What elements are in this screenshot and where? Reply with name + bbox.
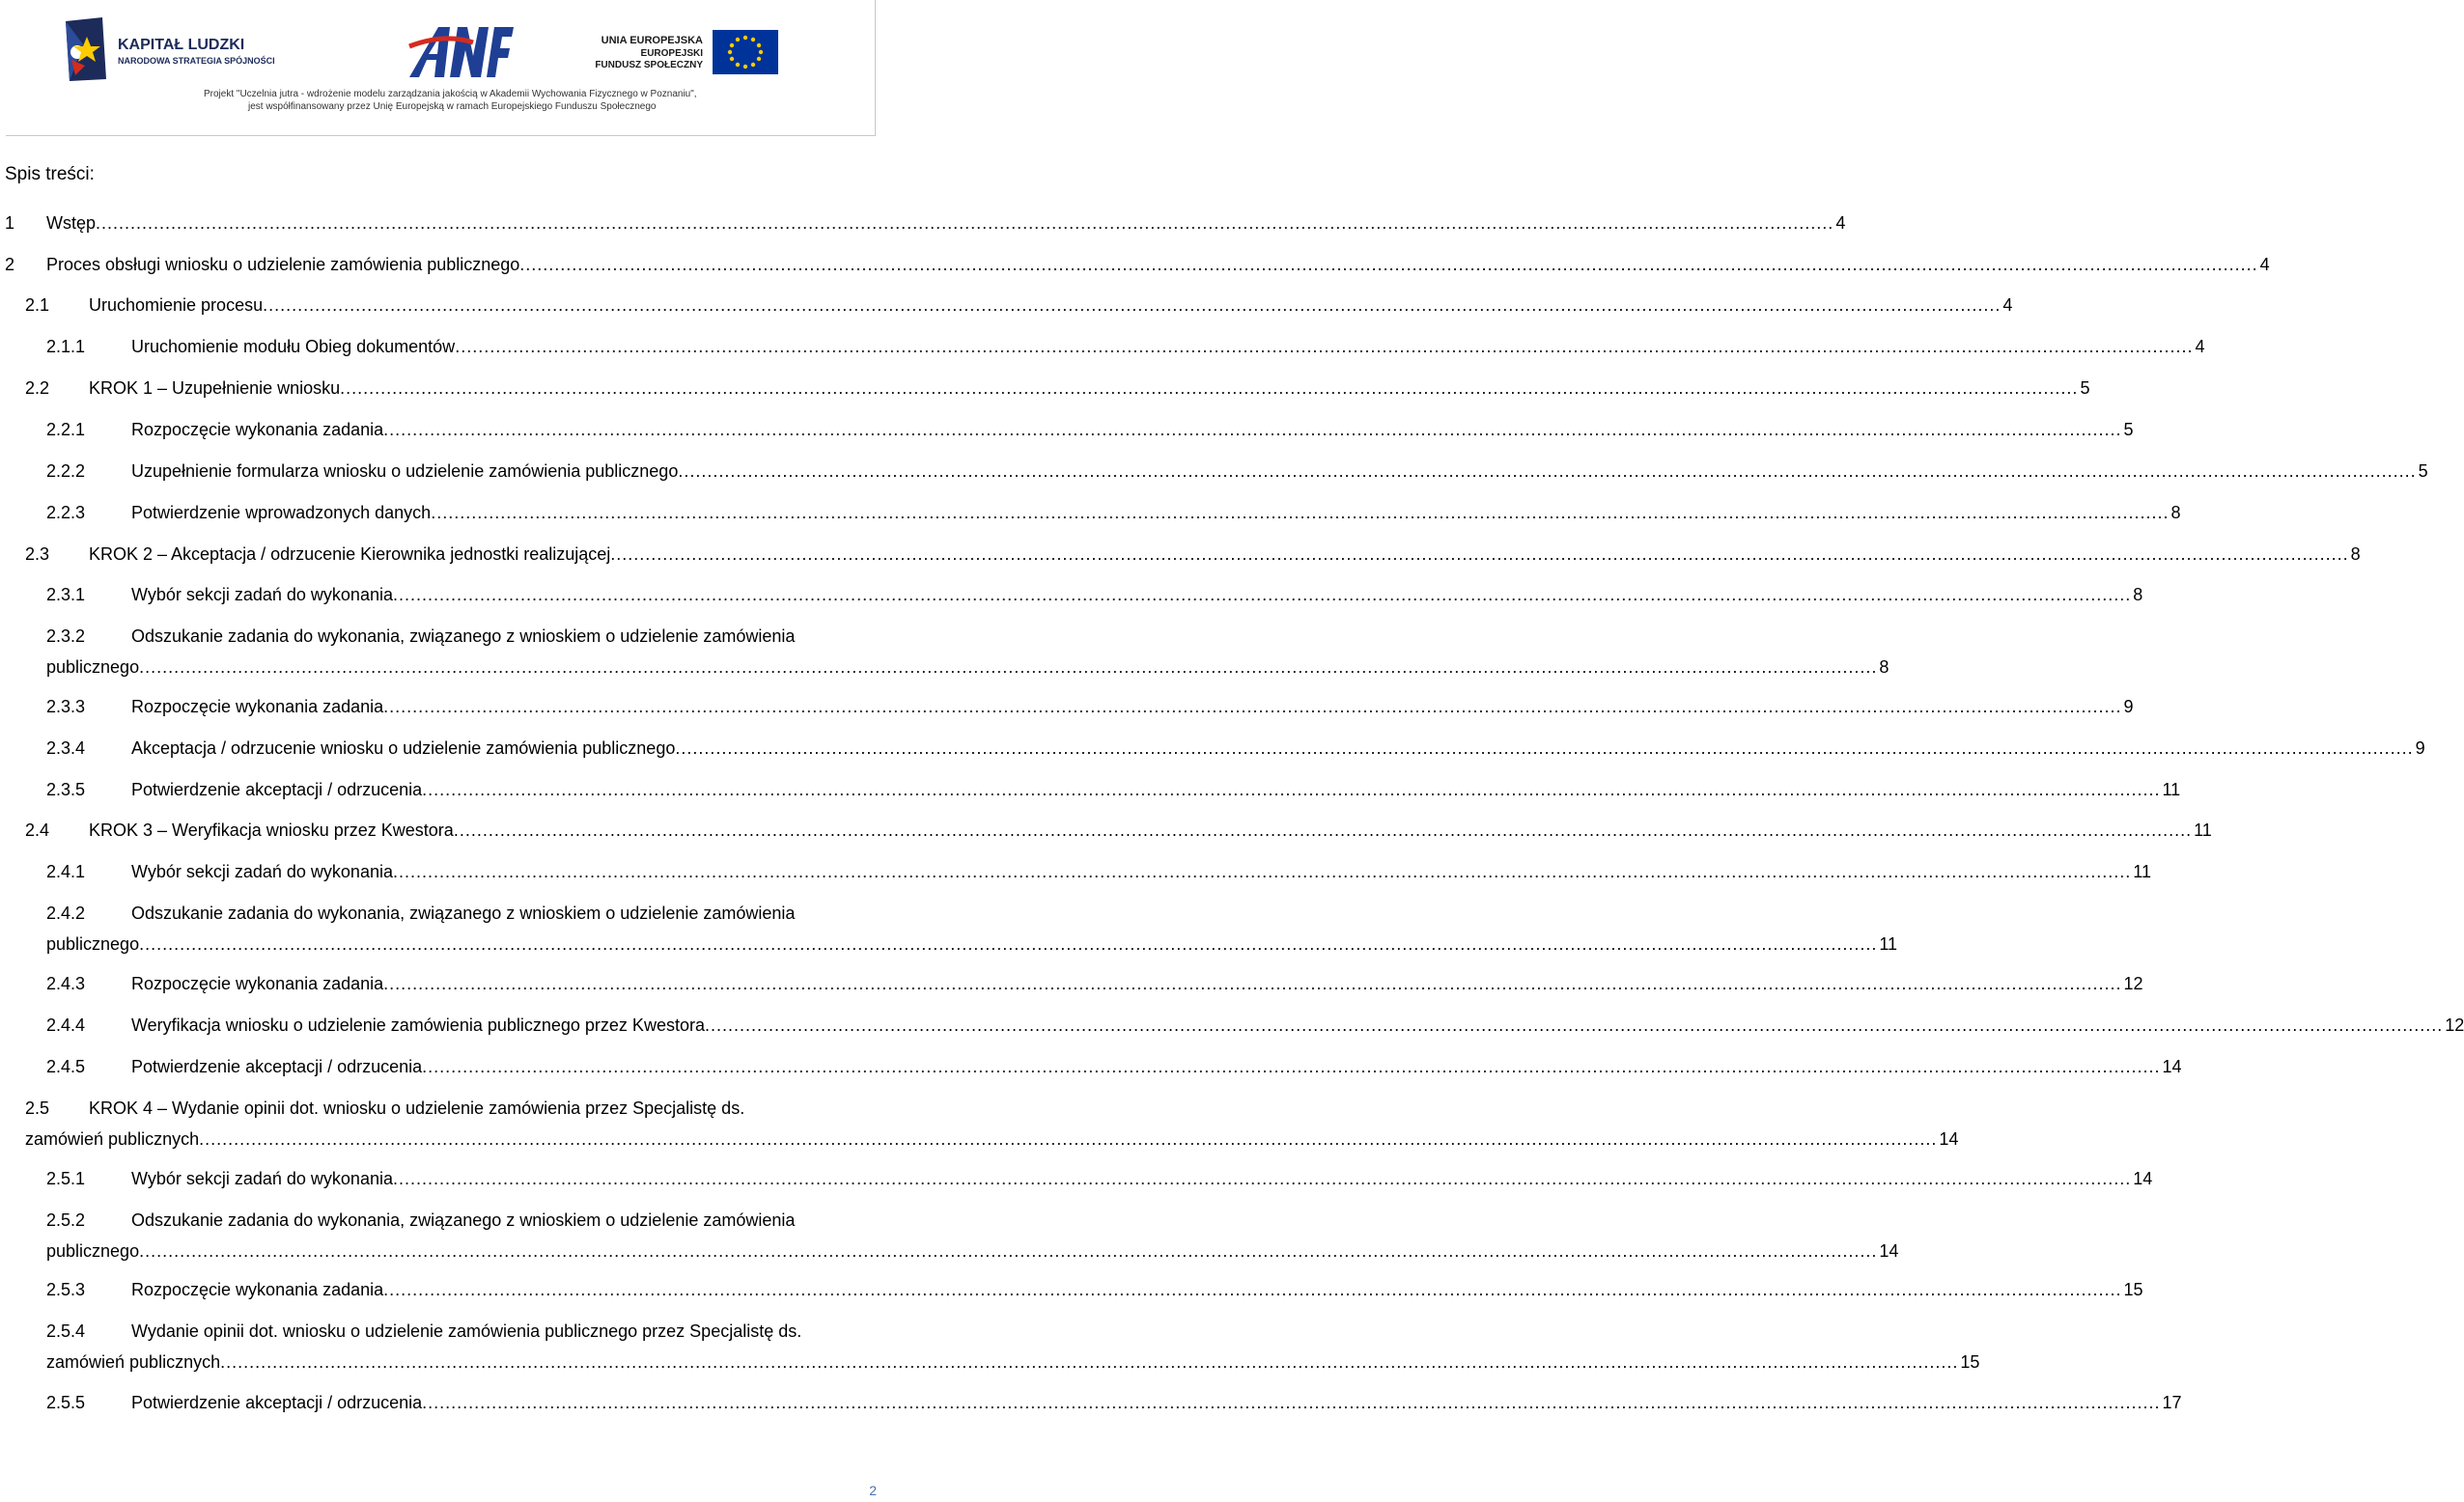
toc-entry-page: 4 [1835,213,1846,233]
toc-entry-text: Potwierdzenie akceptacji / odrzucenia [131,780,423,799]
toc-entry-page: 4 [2259,255,2270,274]
toc-entry-text: Potwierdzenie akceptacji / odrzucenia [131,1393,423,1412]
toc-entry-page: 9 [2415,738,2425,758]
toc-entry-page: 12 [2123,974,2143,993]
toc-leader-dots: ............................................................................................................................................................................................................................................................................................................ [422,780,2161,799]
toc-entry-page: 5 [2123,420,2134,439]
kapital-ludzki-logo [64,17,353,85]
toc-entry-text: Potwierdzenie akceptacji / odrzucenia [131,1057,423,1076]
toc-entry-page: 14 [2162,1057,2182,1076]
toc-leader-dots: ............................................................................................................................................................................................................................................................................................................ [678,461,2417,481]
toc-entry-text: Odszukanie zadania do wykonania, związanego z wnioskiem o udzielenie zamówienia [131,626,796,646]
toc-entry-number: 2.5.3 [46,1280,86,1299]
toc-entry-number: 2.4.1 [46,862,86,881]
eu-flag-icon [713,30,778,74]
toc-entry-number: 2.5.2 [46,1210,86,1230]
toc-entry-number: 2.3 [25,544,50,564]
toc-entry-text: Uzupełnienie formularza wniosku o udzielenie zamówienia publicznego [131,461,679,481]
page-header [6,0,876,136]
toc-leader-dots: ............................................................................................................................................................................................................................................................................................................ [675,738,2414,758]
toc-entry-text-continued: publicznego [46,1241,140,1261]
toc-entry-number: 1 [5,213,15,233]
toc-leader-dots: ............................................................................................................................................................................................................................................................................................................ [340,378,2079,398]
toc-entry-page: 5 [2418,461,2428,481]
awf-logo-icon [406,23,514,81]
toc-leader-dots: ............................................................................................................................................................................................................................................................................................................ [139,934,1878,954]
toc-entry-page: 14 [1879,1241,1899,1261]
toc-entry-text: KROK 3 – Weryfikacja wniosku przez Kwestora [89,821,454,840]
toc-entry-number: 2.5.1 [46,1169,86,1188]
toc-entry-text: Wybór sekcji zadań do wykonania [131,585,393,604]
kapital-ludzki-emblem-icon [64,17,108,83]
toc-leader-dots: ............................................................................................................................................................................................................................................................................................................ [139,1241,1878,1261]
toc-leader-dots: ............................................................................................................................................................................................................................................................................................................ [455,337,2194,356]
toc-entry-page: 15 [1960,1352,1980,1372]
toc-entry-text: Uruchomienie procesu [89,295,264,315]
page-number: 2 [869,1483,877,1498]
toc-entry-page: 4 [2002,295,2013,315]
toc-leader-dots: ............................................................................................................................................................................................................................................................................................................ [220,1352,1959,1372]
toc-leader-dots: ............................................................................................................................................................................................................................................................................................................ [453,821,2193,840]
toc-entry-page: 11 [2133,862,2151,881]
toc-entry-text: Wybór sekcji zadań do wykonania [131,1169,393,1188]
toc-entry-number: 2.4.2 [46,904,86,923]
toc-entry-text: KROK 1 – Uzupełnienie wniosku [89,378,341,398]
toc-leader-dots: ............................................................................................................................................................................................................................................................................................................ [610,544,2349,564]
toc-entry-page: 8 [2170,503,2181,522]
toc-entry-number: 2.3.2 [46,626,86,646]
toc-entry-text: Wstęp [46,213,97,233]
toc-leader-dots: ............................................................................................................................................................................................................................................................................................................ [431,503,2170,522]
toc-leader-dots: ............................................................................................................................................................................................................................................................................................................ [704,1015,2444,1035]
toc-entry-number: 2.4.5 [46,1057,86,1076]
toc-entry-text: Odszukanie zadania do wykonania, związanego z wnioskiem o udzielenie zamówienia [131,904,796,923]
kapital-ludzki-title: KAPITAŁ LUDZKI [118,37,245,53]
toc-entry-text-continued: zamówień publicznych [46,1352,221,1372]
toc-entry-number: 2.5.4 [46,1321,86,1341]
toc-entry-text: Uruchomienie modułu Obieg dokumentów [131,337,456,356]
toc-leader-dots: ............................................................................................................................................................................................................................................................................................................ [392,862,2132,881]
toc-entry-text: KROK 2 – Akceptacja / odrzucenie Kierownika jednostki realizującej [89,544,611,564]
toc-entry-text: Wydanie opinii dot. wniosku o udzielenie zamówienia publicznego przez Specjalistę ds. [131,1321,802,1341]
toc-leader-dots: ............................................................................................................................................................................................................................................................................................................ [392,1169,2132,1188]
toc-leader-dots: ............................................................................................................................................................................................................................................................................................................ [383,1280,2122,1299]
toc-entry-text: Proces obsługi wniosku o udzielenie zamówienia publicznego [46,255,520,274]
toc-entry-number: 2.4.3 [46,974,86,993]
toc-entry-page: 11 [2194,821,2212,840]
toc-leader-dots: ............................................................................................................................................................................................................................................................................................................ [422,1057,2161,1076]
kapital-ludzki-subtitle: NARODOWA STRATEGIA SPÓJNOŚCI [118,56,275,66]
toc-entry-text: Weryfikacja wniosku o udzielenie zamówienia publicznego przez Kwestora [131,1015,705,1035]
toc-entry-number: 2.3.5 [46,780,86,799]
toc-entry-number: 2.2.3 [46,503,86,522]
toc-entry-text: Rozpoczęcie wykonania zadania [131,697,384,716]
project-info-line-1: Projekt "Uczelnia jutra - wdrożenie modelu zarządzania jakością w Akademii Wychowania Fizycznego w Poznaniu", [204,89,697,99]
project-info-line-2: jest współfinansowany przez Unię Europejską w ramach Europejskiego Funduszu Społecznego [248,101,657,112]
toc-entry-text: Rozpoczęcie wykonania zadania [131,974,384,993]
toc-leader-dots: ............................................................................................................................................................................................................................................................................................................ [383,420,2122,439]
toc-entry-number: 2.2.2 [46,461,86,481]
eu-logo [595,29,807,87]
toc-entry-page: 8 [2350,544,2361,564]
toc-entry-page: 17 [2162,1393,2182,1412]
toc-entry-page: 8 [1879,657,1890,677]
toc-entry-number: 2.3.3 [46,697,86,716]
toc-leader-dots: ............................................................................................................................................................................................................................................................................................................ [263,295,2002,315]
toc-entry-text: Rozpoczęcie wykonania zadania [131,420,384,439]
toc-entry-number: 2.5 [25,1099,50,1118]
toc-entry-number: 2.4.4 [46,1015,86,1035]
toc-entry-text: Wybór sekcji zadań do wykonania [131,862,393,881]
toc-leader-dots: ............................................................................................................................................................................................................................................................................................................ [139,657,1878,677]
toc-entry-page: 12 [2445,1015,2464,1035]
toc-entry-text: Akceptacja / odrzucenie wniosku o udzielenie zamówienia publicznego [131,738,676,758]
toc-leader-dots: ............................................................................................................................................................................................................................................................................................................ [392,585,2132,604]
toc-leader-dots: ............................................................................................................................................................................................................................................................................................................ [519,255,2258,274]
toc-entry-page: 4 [2195,337,2205,356]
toc-entry-text: Potwierdzenie wprowadzonych danych [131,503,432,522]
toc-entry-page: 8 [2133,585,2143,604]
toc-entry-page: 15 [2123,1280,2143,1299]
toc-entry-page: 11 [1879,934,1898,954]
toc-leader-dots: ............................................................................................................................................................................................................................................................................................................ [422,1393,2161,1412]
toc-entry-page: 11 [2162,780,2181,799]
toc-leader-dots: ............................................................................................................................................................................................................................................................................................................ [383,974,2122,993]
toc-entry-number: 2.5.5 [46,1393,86,1412]
toc-leader-dots: ............................................................................................................................................................................................................................................................................................................ [96,213,1834,233]
toc-entry-number: 2.3.1 [46,585,86,604]
toc-entry-text-continued: publicznego [46,657,140,677]
toc-leader-dots: ............................................................................................................................................................................................................................................................................................................ [199,1129,1938,1149]
toc-entry-text: KROK 4 – Wydanie opinii dot. wniosku o udzielenie zamówienia przez Specjalistę ds. [89,1099,745,1118]
eu-line-2: EUROPEJSKI [640,48,703,59]
toc-entry-number: 2.2.1 [46,420,86,439]
toc-entry-text-continued: publicznego [46,934,140,954]
toc-entry-number: 2 [5,255,15,274]
toc-entry-page: 14 [1939,1129,1959,1149]
toc-leader-dots: ............................................................................................................................................................................................................................................................................................................ [383,697,2122,716]
toc-entry-number: 2.1.1 [46,337,86,356]
toc-entry-number: 2.3.4 [46,738,86,758]
toc-title: Spis treści: [5,164,95,184]
eu-line-3: FUNDUSZ SPOŁECZNY [595,60,703,70]
toc-entry-number: 2.2 [25,378,50,398]
toc-entry-number: 2.4 [25,821,50,840]
toc-entry-text: Rozpoczęcie wykonania zadania [131,1280,384,1299]
toc-entry-page: 14 [2133,1169,2153,1188]
eu-line-1: UNIA EUROPEJSKA [601,35,703,46]
toc-entry-text-continued: zamówień publicznych [25,1129,200,1149]
toc-entry-text: Odszukanie zadania do wykonania, związanego z wnioskiem o udzielenie zamówienia [131,1210,796,1230]
toc-entry-page: 5 [2080,378,2090,398]
toc-entry-number: 2.1 [25,295,50,315]
toc-entry-page: 9 [2123,697,2134,716]
